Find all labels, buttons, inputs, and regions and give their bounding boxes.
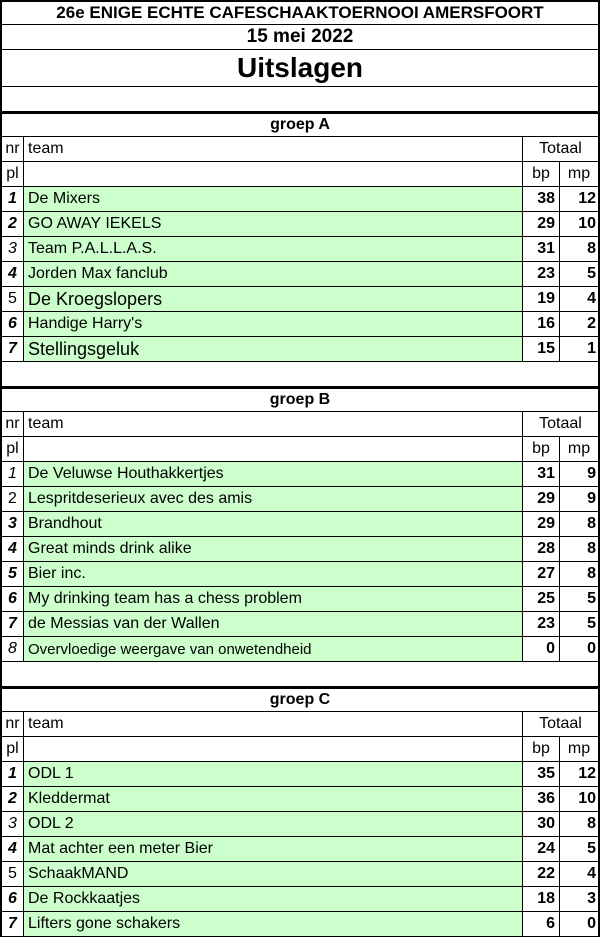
- mp-cell: 8: [559, 562, 598, 586]
- rank-cell: 7: [2, 612, 24, 636]
- group-title-c: groep C: [2, 687, 598, 712]
- table-row: [2, 787, 598, 812]
- mp-cell: 5: [559, 612, 598, 636]
- bp-cell: 25: [522, 587, 559, 611]
- bp-cell: 0: [522, 637, 559, 661]
- bp-cell: 29: [522, 512, 559, 536]
- team-cell: Lespritdeserieux avec des amis: [24, 487, 522, 511]
- bp-cell: 38: [522, 187, 559, 211]
- mp-cell: 5: [559, 837, 598, 861]
- header-row-nr: [2, 412, 598, 437]
- spacer-row: [2, 362, 598, 387]
- bp-cell: 23: [522, 262, 559, 286]
- team-cell: De Kroegslopers: [24, 287, 522, 311]
- mp-cell: 5: [559, 587, 598, 611]
- rank-cell: 7: [2, 912, 24, 936]
- rank-cell: 2: [2, 487, 24, 511]
- team-cell: Stellingsgeluk: [24, 337, 522, 361]
- mp-cell: 8: [559, 537, 598, 561]
- bp-cell: 23: [522, 612, 559, 636]
- column-header-totaal: Totaal: [522, 137, 598, 161]
- mp-cell: 2: [559, 312, 598, 336]
- bp-cell: 22: [522, 862, 559, 886]
- mp-cell: 10: [559, 787, 598, 811]
- tournament-date: 15 mei 2022: [2, 25, 598, 50]
- table-row: [2, 562, 598, 587]
- team-cell: de Messias van der Wallen: [24, 612, 522, 636]
- mp-cell: 8: [559, 512, 598, 536]
- column-header-team: team: [28, 140, 64, 157]
- rank-cell: 4: [2, 537, 24, 561]
- table-row: [2, 887, 598, 912]
- bp-cell: 18: [522, 887, 559, 911]
- rank-cell: 3: [2, 237, 24, 261]
- table-row: [2, 912, 598, 937]
- table-row: [2, 512, 598, 537]
- spacer-row: [2, 662, 598, 687]
- bp-cell: 15: [522, 337, 559, 361]
- header-row-pl: [2, 162, 598, 187]
- rank-cell: 4: [2, 262, 24, 286]
- table-row: [2, 862, 598, 887]
- team-cell: Team P.A.L.L.A.S.: [24, 237, 522, 261]
- rank-cell: 7: [2, 337, 24, 361]
- bp-cell: 36: [522, 787, 559, 811]
- rank-cell: 2: [2, 212, 24, 236]
- bp-cell: 29: [522, 487, 559, 511]
- column-header-team: team: [28, 415, 64, 432]
- mp-cell: 9: [559, 487, 598, 511]
- tournament-title: 26e ENIGE ECHTE CAFESCHAAKTOERNOOI AMERSFOORT: [2, 0, 598, 25]
- bp-cell: 16: [522, 312, 559, 336]
- mp-cell: 4: [559, 862, 598, 886]
- mp-cell: 12: [559, 762, 598, 786]
- table-row: [2, 262, 598, 287]
- table-row: [2, 462, 598, 487]
- team-cell: De Veluwse Houthakkertjes: [24, 462, 522, 486]
- table-row: [2, 312, 598, 337]
- mp-cell: 4: [559, 287, 598, 311]
- table-row: [2, 487, 598, 512]
- team-cell: Bier inc.: [24, 562, 522, 586]
- mp-cell: 12: [559, 187, 598, 211]
- rank-cell: 5: [2, 862, 24, 886]
- column-header-pl: pl: [2, 437, 24, 461]
- mp-cell: 0: [559, 912, 598, 936]
- column-header-nr: nr: [2, 712, 24, 736]
- mp-cell: 0: [559, 637, 598, 661]
- column-header-nr: nr: [2, 412, 24, 436]
- column-header-mp: mp: [559, 737, 598, 761]
- header-row-pl: [2, 737, 598, 762]
- column-header-pl: pl: [2, 162, 24, 186]
- rank-cell: 6: [2, 887, 24, 911]
- bp-cell: 30: [522, 812, 559, 836]
- bp-cell: 31: [522, 237, 559, 261]
- team-cell: ODL 1: [24, 762, 522, 786]
- table-row: [2, 212, 598, 237]
- column-header-blank: [24, 737, 522, 761]
- rank-cell: 2: [2, 787, 24, 811]
- rank-cell: 6: [2, 312, 24, 336]
- column-header-totaal: Totaal: [522, 412, 598, 436]
- mp-cell: 5: [559, 262, 598, 286]
- team-cell: Kleddermat: [24, 787, 522, 811]
- team-cell: Overvloedige weergave van onwetendheid: [24, 637, 522, 661]
- table-row: [2, 537, 598, 562]
- mp-cell: 9: [559, 462, 598, 486]
- mp-cell: 8: [559, 812, 598, 836]
- table-row: [2, 287, 598, 312]
- header-row-pl: [2, 437, 598, 462]
- page-title: Uitslagen: [2, 50, 598, 87]
- rank-cell: 3: [2, 812, 24, 836]
- column-header-bp: bp: [522, 437, 559, 461]
- team-cell: De Mixers: [24, 187, 522, 211]
- table-row: [2, 587, 598, 612]
- rank-cell: 5: [2, 287, 24, 311]
- rank-cell: 1: [2, 762, 24, 786]
- table-row: [2, 812, 598, 837]
- team-cell: Mat achter een meter Bier: [24, 837, 522, 861]
- table-row: [2, 237, 598, 262]
- header-row-nr: [2, 137, 598, 162]
- column-header-bp: bp: [522, 162, 559, 186]
- bp-cell: 6: [522, 912, 559, 936]
- mp-cell: 10: [559, 212, 598, 236]
- team-cell: Jorden Max fanclub: [24, 262, 522, 286]
- header-row-nr: [2, 712, 598, 737]
- bp-cell: 27: [522, 562, 559, 586]
- table-row: [2, 837, 598, 862]
- group-title-b: groep B: [2, 387, 598, 412]
- column-header-bp: bp: [522, 737, 559, 761]
- mp-cell: 1: [559, 337, 598, 361]
- column-header-team: team: [28, 715, 64, 732]
- team-cell: Lifters gone schakers: [24, 912, 522, 936]
- team-cell: SchaakMAND: [24, 862, 522, 886]
- rank-cell: 3: [2, 512, 24, 536]
- rank-cell: 5: [2, 562, 24, 586]
- column-header-pl: pl: [2, 737, 24, 761]
- rank-cell: 1: [2, 187, 24, 211]
- column-header-totaal: Totaal: [522, 712, 598, 736]
- column-header-blank: [24, 437, 522, 461]
- bp-cell: 19: [522, 287, 559, 311]
- column-header-blank: [24, 162, 522, 186]
- bp-cell: 28: [522, 537, 559, 561]
- rank-cell: 6: [2, 587, 24, 611]
- team-cell: Handige Harry's: [24, 312, 522, 336]
- bp-cell: 29: [522, 212, 559, 236]
- bp-cell: 35: [522, 762, 559, 786]
- bp-cell: 24: [522, 837, 559, 861]
- team-cell: De Rockkaatjes: [24, 887, 522, 911]
- column-header-mp: mp: [559, 162, 598, 186]
- rank-cell: 4: [2, 837, 24, 861]
- mp-cell: 3: [559, 887, 598, 911]
- table-row: [2, 612, 598, 637]
- team-cell: Brandhout: [24, 512, 522, 536]
- table-row: [2, 187, 598, 212]
- rank-cell: 1: [2, 462, 24, 486]
- team-cell: My drinking team has a chess problem: [24, 587, 522, 611]
- bp-cell: 31: [522, 462, 559, 486]
- rank-cell: 8: [2, 637, 24, 661]
- column-header-mp: mp: [559, 437, 598, 461]
- table-row: [2, 637, 598, 662]
- group-title-a: groep A: [2, 112, 598, 137]
- table-row: [2, 337, 598, 362]
- team-cell: Great minds drink alike: [24, 537, 522, 561]
- table-row: [2, 762, 598, 787]
- team-cell: ODL 2: [24, 812, 522, 836]
- mp-cell: 8: [559, 237, 598, 261]
- spacer-row: [2, 87, 598, 112]
- team-cell: GO AWAY IEKELS: [24, 212, 522, 236]
- column-header-nr: nr: [2, 137, 24, 161]
